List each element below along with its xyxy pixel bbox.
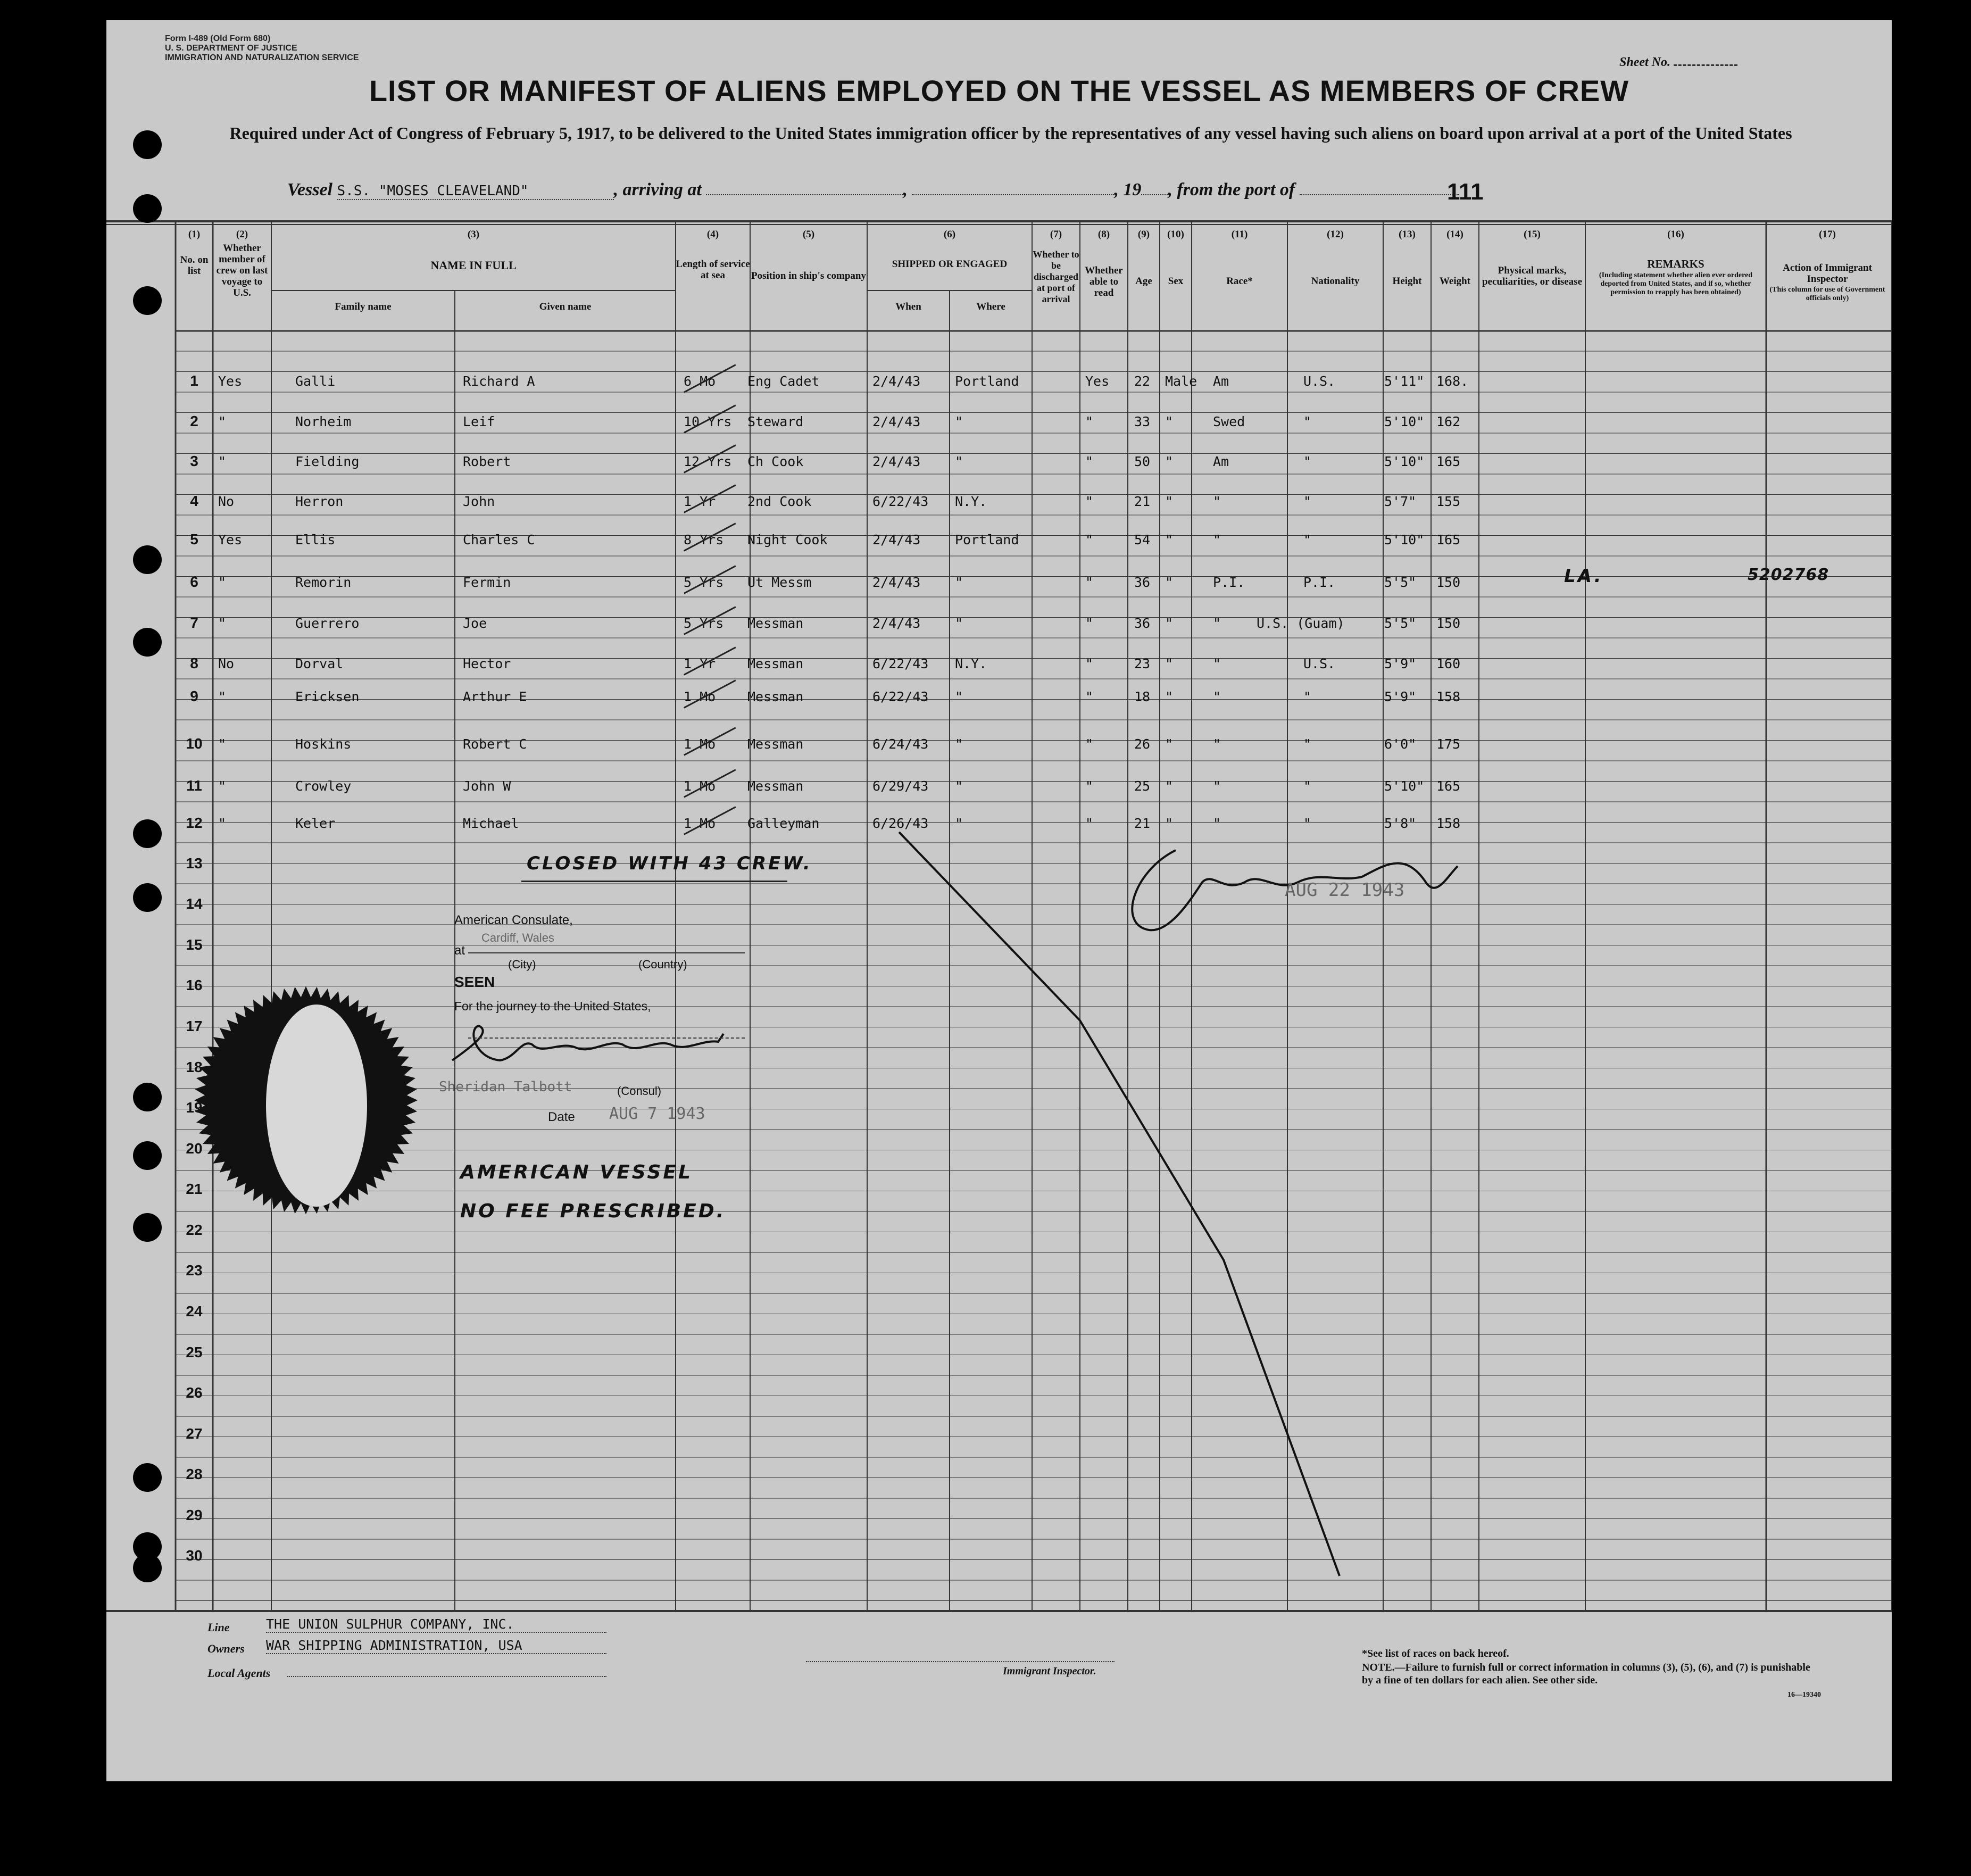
header-action: Action of Immigrant Inspector [1783,262,1872,285]
cell-given-name: John [463,494,495,509]
line-label: Line [207,1621,230,1634]
cell-shipped-where: " [955,575,963,590]
cell-given-name: Hector [463,656,511,671]
cell-nationality: " [1303,494,1312,509]
service-name: IMMIGRATION AND NATURALIZATION SERVICE [165,53,359,62]
cell-length-of-service: 1 Mo [684,778,716,794]
cell-shipped-when: 2/4/43 [872,532,921,547]
consul-name: Sheridan Talbott [439,1079,572,1095]
cell-age: 22 [1134,373,1151,389]
local-agents-field [287,1676,606,1677]
cell-race: Am [1213,373,1229,389]
col-number: (3) [467,229,480,240]
cell-given-name: Arthur E [463,689,527,704]
cell-nationality: " [1303,816,1312,831]
cell-position: Messman [747,616,804,631]
row-number: 4 [190,493,198,509]
header-physical-marks: Physical marks, peculiarities, or disease [1482,265,1583,287]
no-fee-note: NO FEE PRESCRIBED. [460,1200,726,1222]
row-number: 14 [186,895,203,912]
col-number: (12) [1327,229,1344,240]
cell-age: 36 [1134,616,1151,631]
vessel-label: Vessel [287,180,332,200]
consul-signature [452,1026,723,1060]
cell-age: 26 [1134,736,1151,752]
cell-shipped-when: 2/4/43 [872,373,921,389]
cell-nationality: " [1303,736,1312,752]
cell-sex: " [1165,414,1174,429]
remark-row6: LA. [1564,566,1603,587]
cell-family-name: Galli [295,373,336,389]
country-label: (Country) [638,958,687,971]
cell-age: 36 [1134,575,1151,590]
header-name-in-full: NAME IN FULL [430,259,517,272]
cell-weight: 165 [1436,454,1461,469]
cell-able-to-read: " [1085,414,1094,429]
cell-position: Galleyman [747,816,820,831]
row-number: 7 [190,615,198,631]
cell-length-of-service: 12 Yrs [684,454,732,469]
consulate-title: American Consulate, [454,913,573,927]
cell-family-name: Hoskins [295,736,352,752]
row-number: 3 [190,453,198,469]
cell-length-of-service: 5 Yrs [684,575,724,590]
cell-family-name: Fielding [295,454,360,469]
cancel-stroke [899,832,1340,1576]
cell-race: " [1213,778,1221,794]
row-number: 15 [186,936,203,953]
col-number: (16) [1667,229,1684,240]
cell-race: " [1213,736,1221,752]
cell-weight: 158 [1436,689,1461,704]
cell-shipped-where: " [955,414,963,429]
cell-age: 21 [1134,816,1151,831]
arriving-label: , arriving at [613,180,702,200]
header-sex: Sex [1168,276,1184,287]
cell-shipped-where: " [955,736,963,752]
cell-race: " [1213,689,1221,704]
punch-hole-icon [133,130,162,159]
cell-able-to-read: " [1085,575,1094,590]
header-weight: Weight [1439,276,1471,287]
row-number: 30 [186,1547,203,1564]
cell-given-name: Richard A [463,373,535,389]
row-number: 28 [186,1466,203,1482]
header-height: Height [1392,276,1422,287]
row-number: 1 [190,372,198,389]
cell-race: " [1213,494,1221,509]
cell-sex: " [1165,656,1174,671]
row-number: 23 [186,1262,203,1279]
cell-position: Eng Cadet [747,373,820,389]
cell-able-to-read: " [1085,616,1094,631]
vessel-name: S.S. "MOSES CLEAVELAND" [337,183,614,200]
cell-height: 5'10" [1384,532,1425,547]
cell-member-last-voyage: " [218,816,227,831]
sheet-number: 111 [1447,179,1484,205]
cell-length-of-service: 1 Mo [684,736,716,752]
cell-height: 5'10" [1384,414,1425,429]
punch-hole-icon [133,628,162,657]
cell-member-last-voyage: " [218,414,227,429]
cell-length-of-service: 6 Mo [684,373,716,389]
header-nationality: Nationality [1311,276,1360,287]
owners-value: WAR SHIPPING ADMINISTRATION, USA [266,1638,606,1654]
cell-able-to-read: " [1085,778,1094,794]
row-number: 21 [186,1181,203,1197]
consul-label: (Consul) [617,1084,662,1098]
row-number: 18 [186,1059,203,1075]
cell-shipped-when: 6/24/43 [872,736,929,752]
cell-weight: 150 [1436,575,1461,590]
row-number: 5 [190,531,198,547]
punch-hole-icon [133,1463,162,1492]
cell-family-name: Herron [295,494,344,509]
cell-weight: 158 [1436,816,1461,831]
cell-race: P.I. [1213,575,1245,590]
cell-weight: 155 [1436,494,1461,509]
cell-shipped-when: 6/22/43 [872,494,929,509]
row-number: 27 [186,1425,203,1442]
consulate-line [468,952,745,953]
punch-hole-icon [133,1083,162,1111]
cell-height: 6'0" [1384,736,1417,752]
closed-underline [521,881,787,882]
seal-paper-icon [266,1005,367,1207]
cell-member-last-voyage: " [218,778,227,794]
cell-shipped-when: 6/26/43 [872,816,929,831]
punch-hole-icon [133,819,162,848]
cell-able-to-read: " [1085,736,1094,752]
consulate-city: Cardiff, Wales [481,931,554,944]
from-label: , from the port of [1168,180,1295,200]
cell-height: 5'5" [1384,616,1417,631]
seen-label: SEEN [454,974,495,990]
row-number: 29 [186,1507,203,1523]
col-number: (15) [1524,229,1541,240]
cell-member-last-voyage: No [218,656,235,671]
cell-family-name: Ellis [295,532,336,547]
comma-sep: , [903,180,908,200]
cell-shipped-where: " [955,616,963,631]
cell-sex: Male [1165,373,1197,389]
col-number: (8) [1097,229,1110,240]
cell-sex: " [1165,454,1174,469]
cell-member-last-voyage: No [218,494,235,509]
page-title: LIST OR MANIFEST OF ALIENS EMPLOYED ON THE VESSEL AS MEMBERS OF CREW [369,74,1629,107]
cell-position: Night Cook [747,532,828,547]
cell-able-to-read: " [1085,494,1094,509]
punch-hole-icon [133,1213,162,1242]
header-given-name: Given name [539,301,592,312]
header-shipped-engaged: SHIPPED OR ENGAGED [892,259,1008,270]
cell-sex: " [1165,689,1174,704]
closed-note: CLOSED WITH 43 CREW. [527,853,812,874]
cell-position: Steward [747,414,804,429]
cell-race: " [1213,532,1221,547]
cell-able-to-read: " [1085,454,1094,469]
manifest-sheet [106,20,1892,1781]
row-number: 2 [190,413,198,429]
cell-length-of-service: 1 Mo [684,689,716,704]
cell-height: 5'7" [1384,494,1417,509]
punch-hole-icon [133,1554,162,1582]
cell-nationality: U.S. [1303,373,1336,389]
line-value: THE UNION SULPHUR COMPANY, INC. [266,1616,606,1633]
cell-family-name: Norheim [295,414,352,429]
cell-member-last-voyage: " [218,454,227,469]
action-row6: 5202768 [1748,566,1829,584]
cell-height: 5'10" [1384,778,1425,794]
header-when: When [895,301,921,312]
cell-age: 18 [1134,689,1151,704]
department-name: U. S. DEPARTMENT OF JUSTICE [165,44,297,53]
cell-family-name: Guerrero [295,616,360,631]
cell-length-of-service: 1 Mo [684,816,716,831]
local-agents-label: Local Agents [207,1666,271,1680]
cell-age: 50 [1134,454,1151,469]
punch-hole-icon [133,883,162,912]
cell-family-name: Ericksen [295,689,360,704]
cell-family-name: Dorval [295,656,344,671]
row-number: 20 [186,1140,203,1157]
cell-height: 5'9" [1384,689,1417,704]
cell-shipped-when: 6/29/43 [872,778,929,794]
city-label: (City) [508,958,536,971]
cell-shipped-where: Portland [955,373,1019,389]
cell-shipped-where: Portland [955,532,1019,547]
row-number: 24 [186,1303,203,1319]
cell-position: Ch Cook [747,454,804,469]
cell-shipped-when: 2/4/43 [872,575,921,590]
cell-weight: 175 [1436,736,1461,752]
cell-member-last-voyage: Yes [218,532,243,547]
cell-able-to-read: " [1085,656,1094,671]
penalty-note: NOTE.—Failure to furnish full or correct information in columns (3), (5), (6), and (7) is punishable by a fine of ten dollars for each alien. See other side. [1362,1662,1810,1686]
row-number: 26 [186,1384,203,1401]
punch-hole-icon [133,1141,162,1170]
cell-given-name: Charles C [463,532,535,547]
punch-hole-icon [133,194,162,223]
punch-hole-icon [133,545,162,574]
consul-signature-line [468,1037,745,1039]
col-number: (13) [1399,229,1416,240]
header-able-to-read: Whether able to read [1085,265,1123,298]
inspector-date-stamp: AUG 22 1943 [1285,879,1405,901]
header-where: Where [976,301,1005,312]
owners-label: Owners [207,1642,245,1655]
cell-family-name: Remorin [295,575,352,590]
cell-age: 23 [1134,656,1151,671]
cell-weight: 165 [1436,532,1461,547]
cell-age: 21 [1134,494,1151,509]
col-number: (7) [1050,229,1062,240]
cell-shipped-when: 2/4/43 [872,616,921,631]
cell-nationality: " [1303,414,1312,429]
cell-position: Messman [747,778,804,794]
form-number: Form I-489 (Old Form 680) [165,34,271,43]
cell-able-to-read: Yes [1085,373,1110,389]
header-remarks: REMARKS [1647,258,1704,270]
row-number: 19 [186,1099,203,1116]
cell-height: 5'5" [1384,575,1417,590]
cell-shipped-when: 2/4/43 [872,454,921,469]
row-number: 6 [190,574,198,590]
col-number: (5) [802,229,815,240]
cell-member-last-voyage: " [218,689,227,704]
col-number: (9) [1137,229,1150,240]
row-number: 10 [186,735,203,752]
cell-member-last-voyage: " [218,616,227,631]
cell-height: 5'9" [1384,656,1417,671]
cell-sex: " [1165,736,1174,752]
cell-race: Am [1213,454,1229,469]
cell-shipped-when: 6/22/43 [872,689,929,704]
cell-height: 5'11" [1384,373,1425,389]
cell-nationality: " [1303,532,1312,547]
inspector-signature-line [806,1661,1115,1662]
col-number: (17) [1819,229,1836,240]
cell-position: 2nd Cook [747,494,812,509]
cell-length-of-service: 1 Yr [684,494,716,509]
cell-weight: 168. [1436,373,1469,389]
cell-age: 54 [1134,532,1151,547]
cell-race: Swed [1213,414,1245,429]
cell-nationality: " [1303,454,1312,469]
cell-sex: " [1165,494,1174,509]
cell-weight: 162 [1436,414,1461,429]
cell-race: " [1213,656,1221,671]
row-number: 16 [186,977,203,993]
cell-given-name: Robert C [463,736,527,752]
row-number: 13 [186,855,203,871]
col-number: (14) [1446,229,1463,240]
cell-able-to-read: " [1085,689,1094,704]
cell-shipped-where: " [955,454,963,469]
cell-height: 5'10" [1384,454,1425,469]
cell-weight: 160 [1436,656,1461,671]
cell-sex: " [1165,778,1174,794]
row-number: 22 [186,1222,203,1238]
row-number: 17 [186,1018,203,1034]
date-label: Date [548,1110,575,1124]
year-label: , 19 [1114,180,1142,200]
cell-given-name: Joe [463,616,487,631]
cell-nationality: P.I. [1303,575,1336,590]
cell-shipped-where: " [955,816,963,831]
cell-length-of-service: 10 Yrs [684,414,732,429]
cell-weight: 150 [1436,616,1461,631]
row-number: 12 [186,815,203,831]
cell-given-name: Leif [463,414,495,429]
cell-position: Ut Messm [747,575,812,590]
cell-shipped-where: " [955,778,963,794]
header-remarks-note: (Including statement whether alien ever ordered deported from United States, and if so, whether permission to reapply has been obtained) [1599,271,1753,296]
header-discharged: Whether to be discharged at port of arrival [1033,249,1079,304]
cell-race: " [1213,816,1221,831]
printer-code: 16—19340 [1787,1691,1821,1699]
cell-height: 5'8" [1384,816,1417,831]
cell-position: Messman [747,689,804,704]
cell-position: Messman [747,736,804,752]
cell-given-name: Fermin [463,575,511,590]
cell-nationality: U.S. [1303,656,1336,671]
header-family-name: Family name [335,301,392,312]
cell-shipped-where: N.Y. [955,494,987,509]
row-number: 11 [186,777,202,794]
cell-family-name: Crowley [295,778,352,794]
cell-member-last-voyage: Yes [218,373,243,389]
cell-length-of-service: 5 Yrs [684,616,724,631]
cell-member-last-voyage: " [218,736,227,752]
journey-label: For the journey to the United States, [454,999,651,1013]
cell-weight: 165 [1436,778,1461,794]
col-number: (10) [1167,229,1184,240]
cell-shipped-where: N.Y. [955,656,987,671]
cell-position: Messman [747,656,804,671]
races-note: *See list of races on back hereof. [1362,1648,1509,1659]
cell-sex: " [1165,532,1174,547]
cell-sex: " [1165,616,1174,631]
row-number: 9 [190,688,198,704]
header-length-of-service: Length of service at sea [676,259,750,281]
col-number: (11) [1231,229,1248,240]
american-vessel-note: AMERICAN VESSEL [460,1161,693,1183]
cell-given-name: Robert [463,454,511,469]
cell-family-name: Keler [295,816,336,831]
cell-given-name: John W [463,778,511,794]
cell-age: 33 [1134,414,1151,429]
cell-sex: " [1165,816,1174,831]
consul-date: AUG 7 1943 [609,1105,705,1123]
cell-shipped-when: 6/22/43 [872,656,929,671]
cell-age: 25 [1134,778,1151,794]
col-number: (4) [706,229,719,240]
cell-race: " [1213,616,1221,631]
header-position: Position in ship's company [751,270,866,281]
page-subtitle: Required under Act of Congress of February 5, 1917, to be delivered to the United States immigration officer by the representatives of any vessel having such aliens on board upon arrival at a port of the United States [229,123,1792,143]
header-age: Age [1135,276,1152,287]
inspector-label: Immigrant Inspector. [1003,1665,1096,1677]
row-number: 8 [190,655,198,671]
cell-length-of-service: 8 Yrs [684,532,724,547]
cell-length-of-service: 1 Yr [684,656,716,671]
cell-member-last-voyage: " [218,575,227,590]
row-number: 25 [186,1344,203,1360]
header-action-note: (This column for use of Government officials only) [1769,286,1885,302]
header-member-last-voyage: Whether member of crew on last voyage to U.S. [216,243,268,298]
cell-shipped-when: 2/4/43 [872,414,921,429]
cell-given-name: Michael [463,816,519,831]
cell-shipped-where: " [955,689,963,704]
col-number: (2) [236,229,248,240]
header-no-on-list: No. on list [180,254,209,277]
cell-sex: " [1165,575,1174,590]
cell-nationality: U.S. (Guam) [1257,616,1345,631]
cell-nationality: " [1303,689,1312,704]
cell-able-to-read: " [1085,816,1094,831]
consulate-at-label: at [454,943,465,958]
cell-able-to-read: " [1085,532,1094,547]
col-number: (6) [943,229,956,240]
cell-nationality: " [1303,778,1312,794]
header-race: Race* [1226,276,1253,287]
punch-hole-icon [133,286,162,315]
sheet-no-label: Sheet No. [1619,55,1670,69]
col-number: (1) [188,229,201,240]
